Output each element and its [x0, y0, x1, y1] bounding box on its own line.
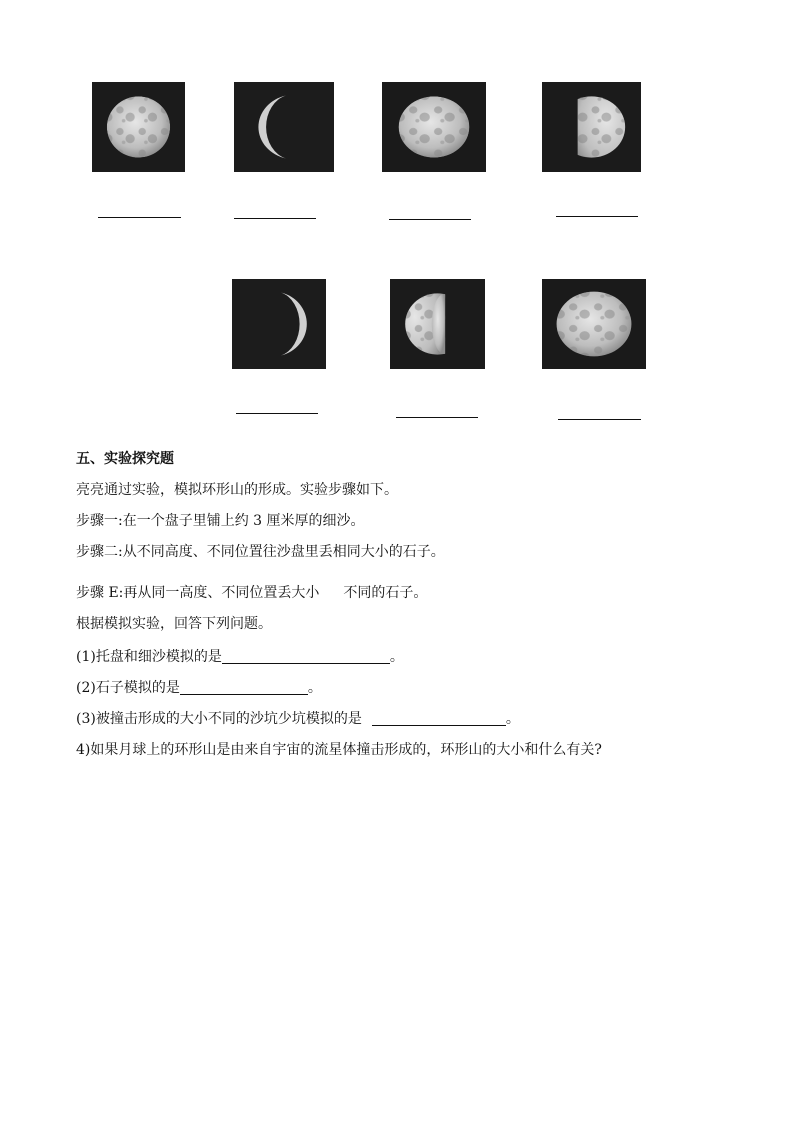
answer-blank-1[interactable]	[98, 217, 181, 218]
question-3-end: 。	[505, 711, 520, 727]
moon-photo-6	[390, 279, 485, 369]
question-1	[76, 646, 404, 666]
question-prompt: 根据模拟实验，回答下列问题。	[76, 616, 272, 632]
moon-photo-2	[234, 82, 334, 172]
question-2-text: (2)石子模拟的是	[76, 680, 180, 696]
step-two: 步骤二:从不同高度、不同位置往沙盘里丢相同大小的石子。	[76, 544, 445, 560]
answer-blank-5[interactable]	[236, 413, 318, 414]
question-3-text: (3)被撞击形成的大小不同的沙坑少坑模拟的是	[76, 711, 362, 727]
moon-photo-4	[542, 82, 641, 172]
answer-blank-3[interactable]	[389, 219, 471, 220]
question-3-blank[interactable]	[372, 711, 506, 726]
moon-photo-1	[92, 82, 185, 172]
question-4: 4)如果月球上的环形山是由来自宇宙的流星体撞击形成的，环形山的大小和什么有关?	[76, 742, 602, 758]
moon-photo-7	[542, 279, 646, 369]
moon-photo-3	[382, 82, 486, 172]
answer-blank-2[interactable]	[234, 218, 316, 219]
section-heading: 五、实验探究题	[76, 451, 174, 467]
question-3	[76, 708, 520, 728]
intro-text: 亮亮通过实验，模拟环形山的形成。实验步骤如下。	[76, 482, 398, 498]
answer-blank-6[interactable]	[396, 417, 478, 418]
question-2-blank[interactable]	[180, 680, 308, 695]
question-2	[76, 677, 322, 697]
step-three	[76, 582, 427, 602]
question-1-end: 。	[389, 649, 404, 665]
moon-photo-5	[232, 279, 326, 369]
step-three-part-a: 步骤 E:再从同一高度、不同位置丢大小	[76, 585, 320, 601]
step-three-part-b: 不同的石子。	[343, 585, 428, 601]
answer-blank-4[interactable]	[556, 216, 638, 217]
question-1-text: (1)托盘和细沙模拟的是	[76, 649, 222, 665]
question-2-end: 。	[307, 680, 322, 696]
question-1-blank[interactable]	[222, 649, 390, 664]
step-one: 步骤一:在一个盘子里铺上约 3 厘米厚的细沙。	[76, 513, 365, 529]
answer-blank-7[interactable]	[558, 419, 641, 420]
